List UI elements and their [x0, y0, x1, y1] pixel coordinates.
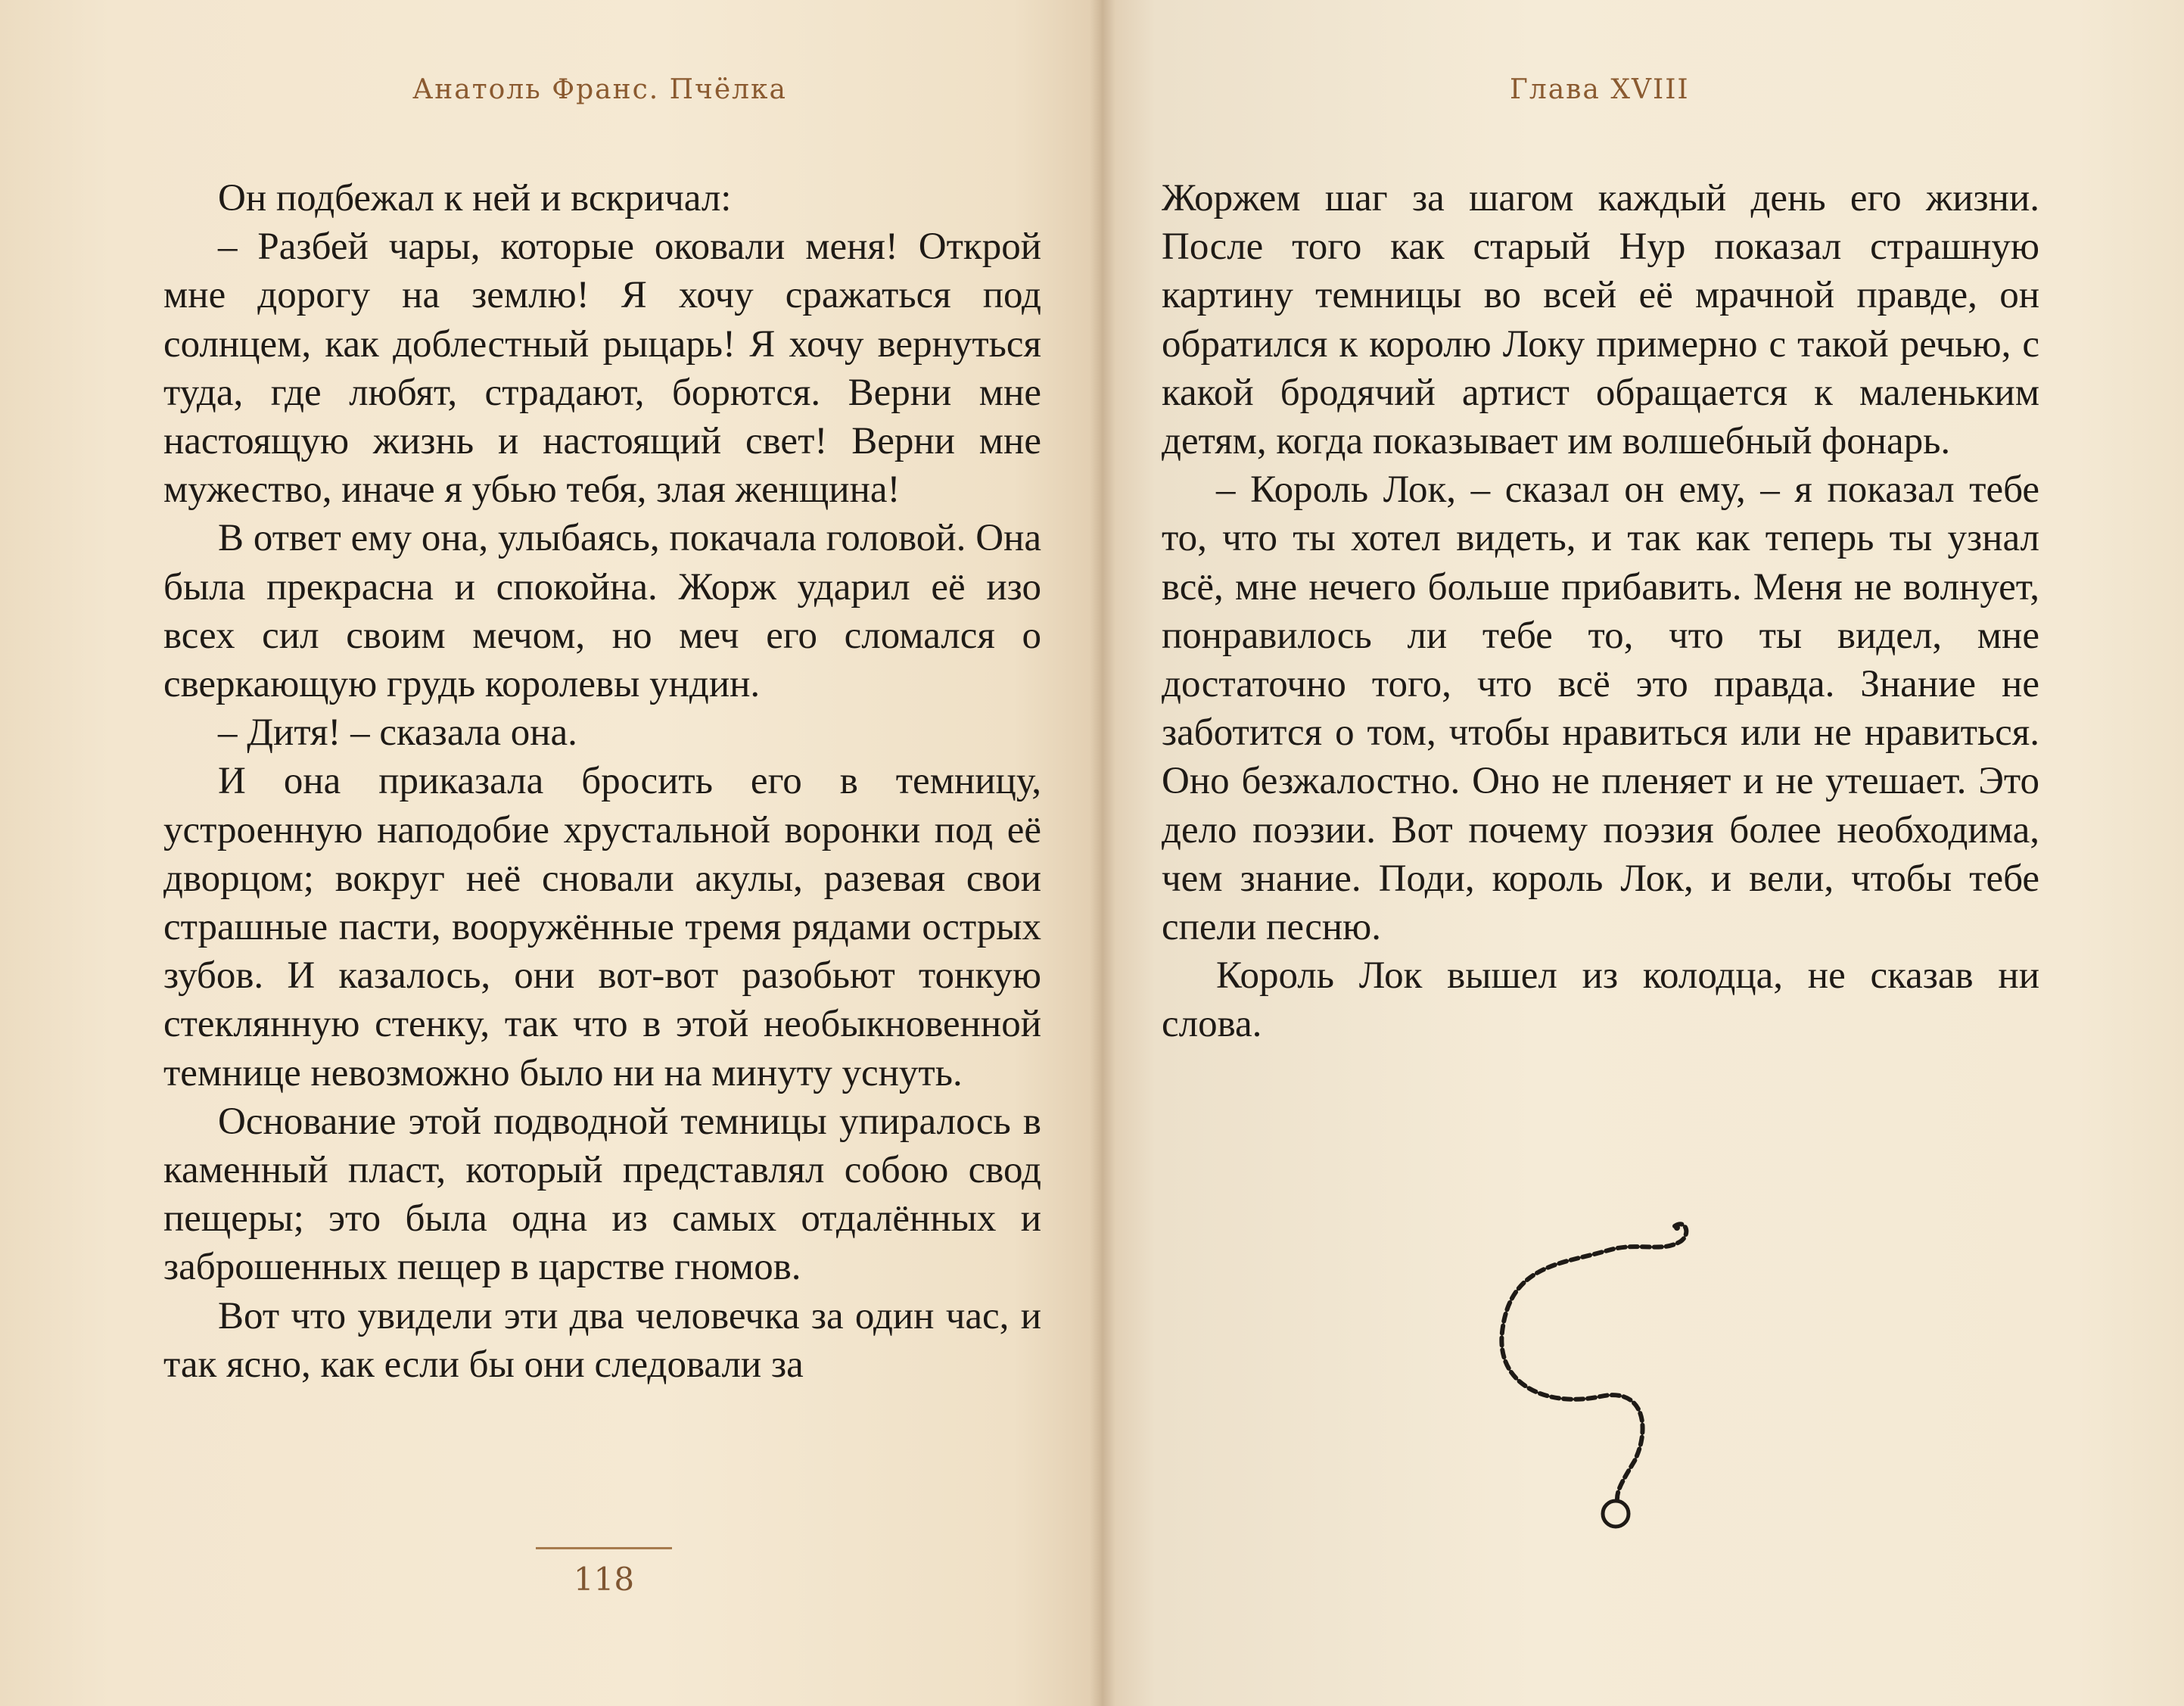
- folio-rule: [536, 1547, 672, 1549]
- paragraph: – Дитя! – сказала она.: [218, 711, 577, 755]
- paragraph: Он подбежал к ней и вскричал:: [218, 177, 732, 219]
- page-number: 118: [573, 1561, 635, 1598]
- paragraph: Жоржем шаг за шагом каждый день его жизни. После того как старый Нур показал страшную картину темницы во всей её мрачной правде, он обратился к королю Локу примерно с такой речью, с какой бродячий артист обращается к маленьким детям, когда показывает им волшебный фонарь.: [1162, 177, 2039, 463]
- body-text: [163, 174, 1041, 1389]
- paragraph: И она приказала бросить его в темницу, устроенную наподобие хрустальной воронки под её дворцом; вокруг неё сновали акулы, разевая свои страшные пасти, вооружённые тремя рядами острых зубов. И казалось, они вот-вот разобьют тонкую стеклянную стенку, так что в этой необыкновенной темнице невозможно было ни на минуту уснуть.: [163, 760, 1041, 1094]
- right-page: [1101, 0, 2184, 1706]
- beaded-chain-ornament-icon: [1487, 1211, 1744, 1529]
- body-text: [1162, 174, 2039, 1049]
- paragraph: – Разбей чары, которые оковали меня! Открой мне дорогу на землю! Я хочу сражаться под солнцем, как доблестный рыцарь! Я хочу вернуться туда, где любят, страдают, борются. Верни мне настоящую жизнь и настоящий свет! Верни мне мужество, иначе я убью тебя, злая женщина!: [163, 226, 1041, 512]
- paragraph: Король Лок вышел из колодца, не сказав ни слова.: [1162, 954, 2039, 1046]
- paragraph: Основание этой подводной темницы упиралось в каменный пласт, который представлял собою свод пещеры; это была одна из самых отдалённых и заброшенных пещер в царстве гномов.: [163, 1100, 1041, 1289]
- paragraph: Вот что увидели эти два человечка за один час, и так ясно, как если бы они следовали за: [163, 1294, 1041, 1386]
- paragraph: – Король Лок, – сказал он ему, – я показал тебе то, что ты хотел видеть, и так как теперь ты узнал всё, мне нечего больше прибавить. Меня не волнует, понравилось ли тебе то, что ты видел, мне достаточно того, что всё это правда. Знание не заботится о том, чтобы нравиться или не нравиться. Оно безжалостно. Оно не пленяет и не утешает. Это дело поэзии. Вот почему поэзия более необходима, чем знание. Поди, король Лок, и вели, чтобы тебе спели песню.: [1162, 469, 2039, 949]
- running-head: Глава XVIII: [1510, 74, 1690, 105]
- running-head: Анатоль Франс. Пчёлка: [412, 74, 787, 105]
- paragraph: В ответ ему она, улыбаясь, покачала головой. Она была прекрасна и спокойна. Жорж ударил её изо всех сил своим мечом, но меч его сломался о сверкающую грудь королевы ундин.: [163, 517, 1041, 706]
